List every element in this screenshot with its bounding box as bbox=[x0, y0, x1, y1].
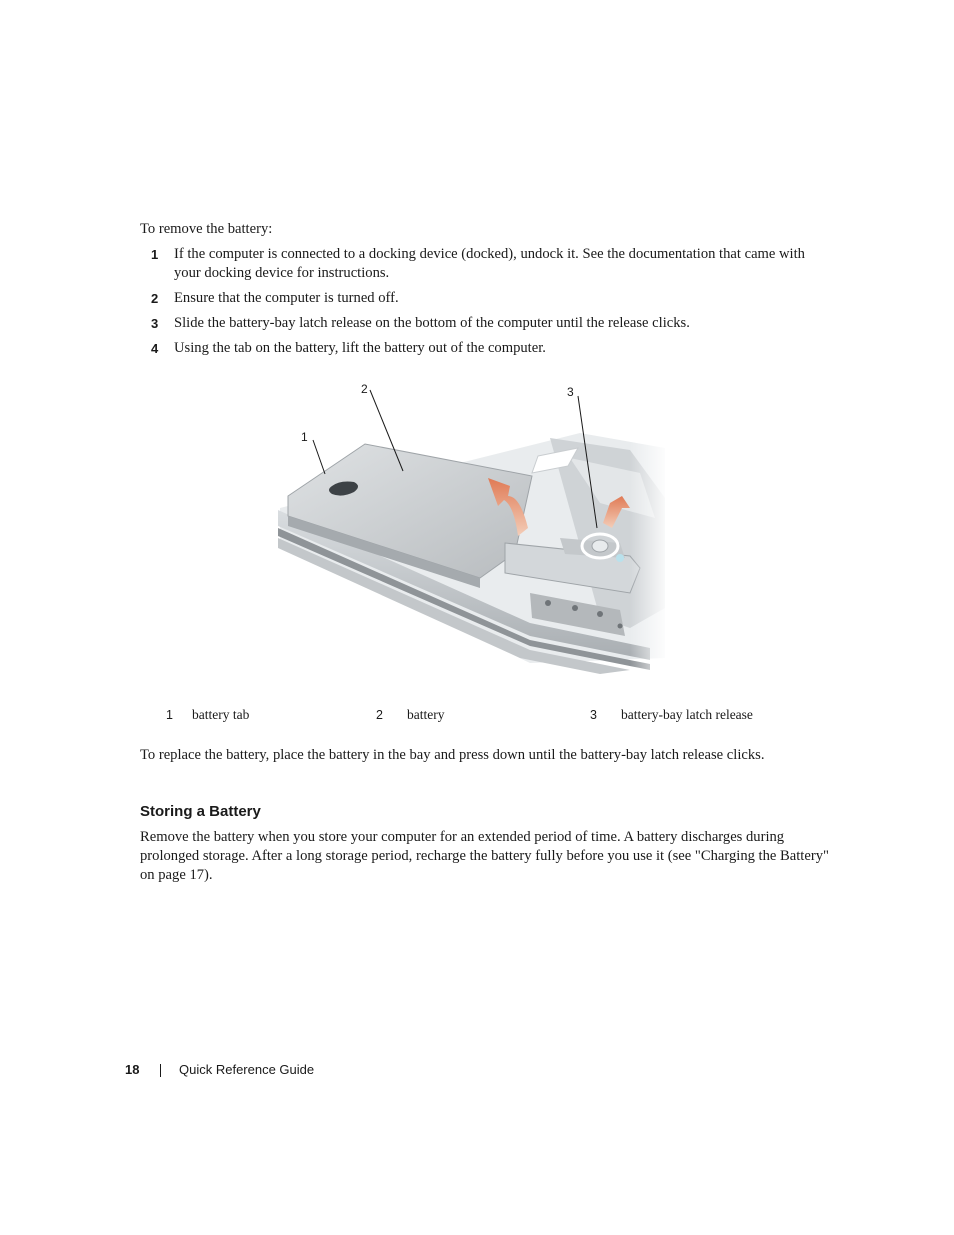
legend-label: battery bbox=[407, 707, 445, 722]
step-number: 3 bbox=[151, 316, 159, 331]
step-3 bbox=[140, 314, 820, 333]
step-text: If the computer is connected to a docking device (docked), undock it. See the documentation that came with your docking device for instructions. bbox=[174, 246, 805, 281]
footer-divider bbox=[160, 1064, 161, 1077]
page-number: 18 bbox=[125, 1062, 140, 1077]
legend-number: 2 bbox=[376, 708, 383, 722]
legend-number: 3 bbox=[590, 708, 597, 722]
battery-illustration bbox=[270, 378, 670, 678]
step-1 bbox=[140, 245, 820, 283]
step-2 bbox=[140, 289, 820, 308]
callout-2: 2 bbox=[361, 382, 368, 396]
legend-label: battery tab bbox=[192, 707, 250, 722]
replace-battery-paragraph: To replace the battery, place the battery in the bay and press down until the battery-bay latch release clicks. bbox=[140, 747, 765, 763]
step-text: Using the tab on the battery, lift the battery out of the computer. bbox=[174, 340, 546, 356]
intro-text: To remove the battery: bbox=[140, 221, 273, 237]
step-text: Slide the battery-bay latch release on the bottom of the computer until the release clicks. bbox=[174, 315, 690, 331]
legend-number: 1 bbox=[166, 708, 173, 722]
step-number: 4 bbox=[151, 341, 159, 356]
footer-title: Quick Reference Guide bbox=[179, 1062, 315, 1077]
storing-paragraph: Remove the battery when you store your computer for an extended period of time. A battery discharges during prolonged storage. After a long storage period, recharge the battery fully before you use it (see "Charging the Battery" on page 17). bbox=[140, 829, 829, 883]
battery-removal-figure bbox=[270, 378, 670, 678]
legend-label: battery-bay latch release bbox=[621, 707, 753, 722]
section-heading: Storing a Battery bbox=[140, 803, 261, 820]
step-4 bbox=[140, 339, 820, 358]
callout-1: 1 bbox=[301, 430, 308, 444]
callout-3: 3 bbox=[567, 385, 574, 399]
step-number: 2 bbox=[151, 291, 159, 306]
step-text: Ensure that the computer is turned off. bbox=[174, 290, 399, 306]
step-number: 1 bbox=[151, 247, 159, 262]
